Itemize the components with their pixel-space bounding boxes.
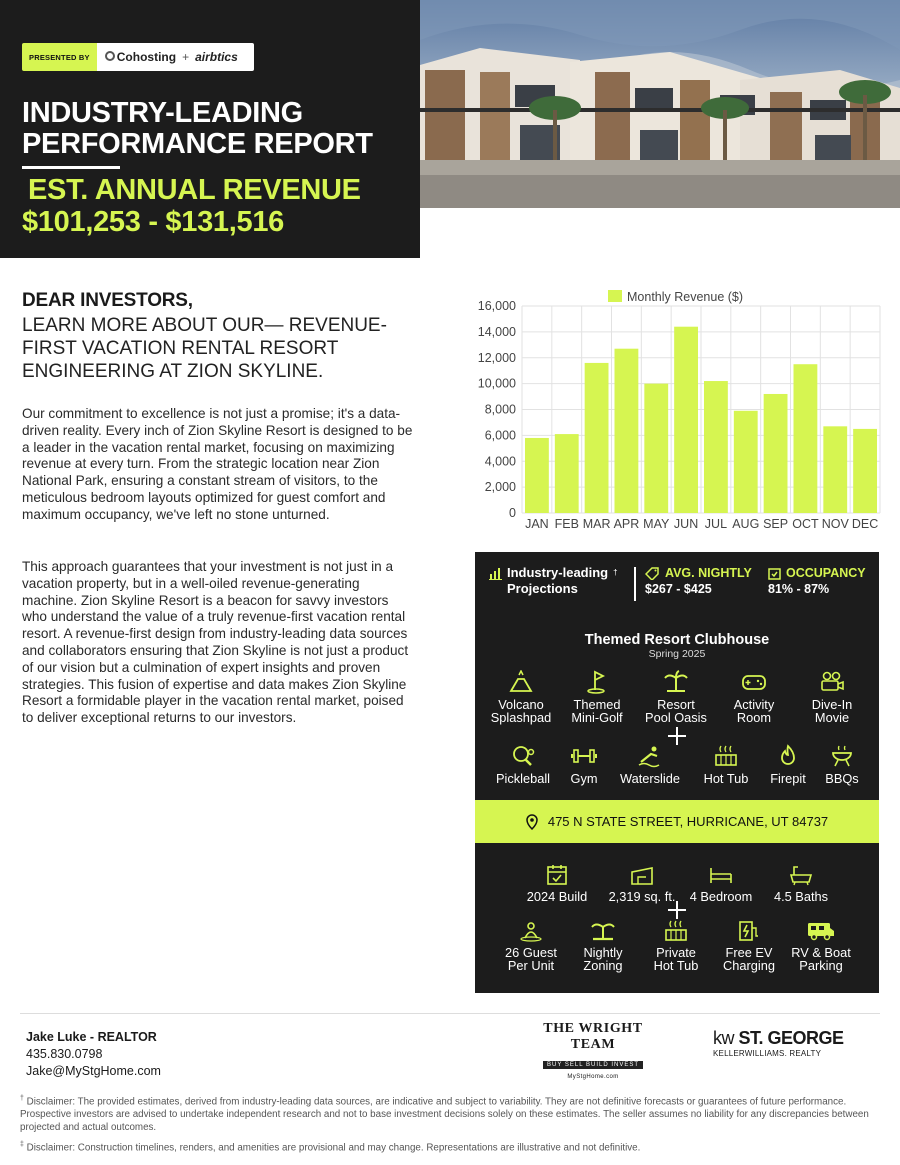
- feature-build-year: [519, 864, 595, 903]
- disclaimer-construction: [20, 1138, 882, 1154]
- floorplan-icon: [630, 864, 654, 886]
- sponsor-logos: [97, 43, 254, 71]
- presented-by-label: PRESENTED BY: [22, 43, 97, 71]
- slide-swimmer-icon: [637, 744, 663, 768]
- legend-swatch: [608, 290, 622, 302]
- intro-headline: LEARN MORE ABOUT OUR— REVENUE-FIRST VACATION RENTAL RESORT ENGINEERING AT ZION SKYLINE.: [22, 315, 387, 382]
- team-site: MyStgHome.com: [567, 1074, 619, 1080]
- x-tick-label: APR: [613, 517, 640, 531]
- volcano-icon: [508, 670, 534, 694]
- plus-icon: [668, 727, 686, 745]
- amenity-label-1: Dive-In: [811, 697, 853, 712]
- amenity-label-2: Movie: [814, 710, 850, 725]
- y-tick-label: 10,000: [477, 376, 516, 391]
- feature-label-1: 26 Guest: [505, 945, 557, 960]
- intro-paragraph-1: Our commitment to excellence is not just a promise; it's a data-driven reality. Every inch of Zion Skyline Resort is designed to be a leader in the vacation rental market, focusing on maximizing revenue at every turn. From the strategic location near Zion National Park, ensuring a constant stream of visitors, to the meticulous bedroom layouts optimized for guest comfort and maximum occupancy, we've left no stone unturned.: [22, 406, 413, 522]
- amenity-label-1: Hot Tub: [703, 771, 749, 786]
- y-tick-label: 12,000: [477, 350, 516, 365]
- bar-may: [644, 384, 668, 513]
- title-line-2: PERFORMANCE REPORT: [22, 128, 373, 160]
- bar-apr: [615, 349, 639, 513]
- y-tick-label: 16,000: [477, 299, 516, 313]
- y-tick-label: 6,000: [484, 428, 516, 443]
- amenity-pool-oasis: [638, 670, 714, 724]
- feature-label-2: Charging: [723, 958, 775, 973]
- projections-title: [489, 565, 618, 581]
- pickleball-icon: [510, 744, 536, 768]
- revenue-estimate: [22, 174, 361, 238]
- bar-oct: [794, 364, 818, 513]
- kw-brand: [713, 1028, 844, 1049]
- amenity-label-1: Volcano: [498, 697, 544, 712]
- map-pin-icon: [526, 814, 538, 830]
- agent-name: Jake Luke - REALTOR: [26, 1030, 157, 1044]
- amenity-waterslide: [612, 744, 688, 785]
- wright-team-logo: [520, 1021, 666, 1080]
- feature-zoning: [565, 920, 641, 972]
- keller-williams-logo: [713, 1028, 844, 1058]
- report-title: [22, 98, 373, 160]
- amenity-label-1: Resort: [657, 697, 695, 712]
- hot-tub-icon: [713, 744, 739, 768]
- stats-divider: [634, 567, 636, 601]
- feature-label-1: 2,319 sq. ft.: [608, 889, 676, 904]
- projections-line-1: Industry-leading: [507, 565, 609, 580]
- monthly-revenue-chart: [470, 284, 890, 540]
- palm-tree-icon: [663, 670, 689, 694]
- avg-nightly-label-wrap: [645, 565, 752, 581]
- calendar-check-icon: [546, 864, 568, 886]
- amenity-bbqs: [804, 744, 880, 785]
- feature-label-1: 4 Bedroom: [689, 889, 753, 904]
- bar-jul: [704, 381, 728, 513]
- gamepad-icon: [741, 670, 767, 694]
- projections-stat: [489, 565, 618, 597]
- header-panel: [0, 0, 420, 258]
- feature-label-2: Parking: [799, 958, 843, 973]
- disclaimer-1-text: Disclaimer: The provided estimates, derived from industry-leading data sources, are indicative and subject to variability. They are not definitive forecasts or guarantees of future performance. Prospective investors are advised to undertake independent research and not to base investment decisions solely on these estimates. The seller assumes no liability for any discrepancies between projected and actual outcomes.: [20, 1096, 869, 1134]
- bar-chart-icon: [489, 567, 502, 580]
- feature-guests: [493, 920, 569, 972]
- bar-aug: [734, 411, 758, 513]
- island-palm-icon: [590, 920, 616, 942]
- amenity-label-1: Waterslide: [620, 771, 680, 786]
- amenity-label-1: BBQs: [825, 771, 859, 786]
- bed-icon: [709, 864, 733, 886]
- feature-label-1: Free EV: [725, 945, 773, 960]
- bar-feb: [555, 434, 579, 513]
- rv-icon: [806, 920, 836, 942]
- grill-icon: [829, 744, 855, 768]
- address-bar: [475, 800, 879, 843]
- cohosting-logo: [105, 50, 176, 64]
- bar-jun: [674, 327, 698, 513]
- x-tick-label: DEC: [851, 517, 879, 531]
- occupancy-label: OCCUPANCY: [786, 566, 866, 580]
- amenity-label-2: Splashpad: [490, 710, 552, 725]
- avg-nightly-value: $267 - $425: [645, 582, 712, 596]
- price-tag-icon: [645, 567, 660, 580]
- amenity-label-1: Themed: [573, 697, 621, 712]
- projections-line-2: Projections: [507, 581, 578, 596]
- greeting-heading: DEAR INVESTORS,: [22, 290, 193, 311]
- amenity-label-1: Gym: [570, 771, 598, 786]
- feature-label-1: Private: [656, 945, 696, 960]
- calendar-icon: [768, 567, 781, 580]
- plus-icon: [668, 901, 686, 919]
- amenity-volcano-splashpad: [483, 670, 559, 724]
- x-tick-label: AUG: [732, 517, 760, 531]
- agent-contact: [26, 1029, 161, 1080]
- legend-label: Monthly Revenue ($): [627, 290, 744, 304]
- bar-nov: [823, 426, 847, 513]
- ev-charger-icon: [736, 920, 762, 942]
- disclaimer-1-mark: †: [20, 1095, 24, 1102]
- resort-rendering-image: [420, 0, 900, 208]
- feature-label-2: Zoning: [583, 958, 623, 973]
- x-tick-label: MAR: [582, 517, 611, 531]
- feature-label-2: Per Unit: [507, 958, 555, 973]
- team-name: THE WRIGHT TEAM: [543, 1021, 643, 1052]
- amenity-label-1: Firepit: [770, 771, 806, 786]
- feature-ev-charging: [711, 920, 787, 972]
- feature-label-2: Hot Tub: [653, 958, 699, 973]
- clubhouse-subtitle: Spring 2025: [648, 648, 706, 660]
- disclaimer-projections: [20, 1092, 882, 1134]
- disclaimer-2-text: Disclaimer: Construction timelines, renders, and amenities are provisional and may change. Representations are illustrative and not definitive.: [26, 1142, 641, 1154]
- feature-label-1: RV & Boat: [791, 945, 851, 960]
- chart-svg: [470, 284, 890, 540]
- address-text: 475 N STATE STREET, HURRICANE, UT 84737: [547, 814, 829, 829]
- amenity-label-1: Activity: [733, 697, 775, 712]
- y-tick-label: 8,000: [484, 402, 516, 417]
- amenity-label-1: Pickleball: [495, 771, 551, 786]
- occupancy-value: 81% - 87%: [768, 582, 830, 596]
- feature-label-1: 2024 Build: [526, 889, 588, 904]
- title-line-1: INDUSTRY-LEADING: [22, 97, 303, 129]
- fire-icon: [775, 744, 801, 768]
- bar-dec: [853, 429, 877, 513]
- presented-by-banner: [22, 43, 254, 71]
- feature-private-hot-tub: [638, 920, 714, 972]
- feature-bedrooms: [683, 864, 759, 903]
- feature-label-1: Nightly: [583, 945, 623, 960]
- cohosting-name: Cohosting: [116, 50, 177, 64]
- bar-sep: [764, 394, 788, 513]
- kw-office: ST. GEORGE: [738, 1028, 844, 1048]
- hot-tub-icon: [663, 920, 689, 942]
- x-tick-label: JUN: [673, 517, 699, 531]
- kw-subtitle: KELLERWILLIAMS. REALTY: [713, 1049, 822, 1058]
- y-tick-label: 0: [509, 506, 516, 520]
- amenities-panel: [475, 552, 879, 993]
- x-tick-label: JUL: [704, 517, 728, 531]
- x-tick-label: FEB: [554, 517, 579, 531]
- disclaimer-2-mark: ‡: [20, 1141, 24, 1148]
- cohosting-icon: [105, 51, 115, 61]
- bathtub-icon: [789, 864, 813, 886]
- amenity-label-2: Pool Oasis: [645, 710, 707, 725]
- x-tick-label: NOV: [821, 517, 849, 531]
- guests-pin-icon: [518, 920, 544, 942]
- amenity-gym: [546, 744, 622, 785]
- kw-mark: kw: [713, 1028, 734, 1048]
- revenue-range: $101,253 - $131,516: [22, 206, 284, 238]
- golf-flag-icon: [584, 670, 610, 694]
- plus-separator: +: [182, 50, 190, 64]
- stats-row: [475, 552, 879, 602]
- feature-square-feet: [598, 864, 686, 903]
- x-tick-label: JAN: [525, 517, 549, 531]
- amenity-activity-room: [716, 670, 792, 724]
- agent-email[interactable]: Jake@MyStgHome.com: [26, 1064, 161, 1078]
- footer-divider: [20, 1013, 880, 1014]
- projections-dagger: †: [613, 568, 618, 577]
- dumbbell-icon: [571, 744, 597, 768]
- y-tick-label: 4,000: [484, 454, 516, 469]
- x-tick-label: OCT: [792, 517, 819, 531]
- team-tagline: BUY SELL BUILD INVEST: [543, 1061, 643, 1069]
- x-tick-label: MAY: [643, 517, 670, 531]
- x-tick-label: SEP: [763, 517, 789, 531]
- title-divider: [22, 166, 120, 169]
- amenity-dive-in-movie: [794, 670, 870, 724]
- agent-phone[interactable]: 435.830.0798: [26, 1047, 103, 1061]
- intro-paragraph-2: This approach guarantees that your investment is not just in a vacation property, but in a well-oiled revenue-generating machine. Zion Skyline Resort is a beacon for savvy investors who understand the value of a truly revenue-first vacation rental resort. A revenue-first design from industry-leading data sources and collaborators ensuring that Zion Skyline is not just a product of our vision but a culmination of expert insights and proven strategies. This fusion of expertise and data makes Zion Skyline Resort a formidable player in the vacation rental market, poised to deliver exceptional returns to our investors.: [22, 559, 409, 726]
- occupancy-label-wrap: [768, 565, 866, 581]
- feature-rv-boat-parking: [783, 920, 859, 972]
- clubhouse-title: Themed Resort Clubhouse: [584, 632, 770, 648]
- airbtics-logo: airbtics: [195, 50, 238, 64]
- occupancy-stat: [768, 565, 866, 597]
- y-tick-label: 2,000: [484, 480, 516, 495]
- amenity-label-2: Mini-Golf: [571, 710, 623, 725]
- amenity-mini-golf: [559, 670, 635, 724]
- feature-label-1: 4.5 Baths: [773, 889, 829, 904]
- avg-nightly-label: AVG. NIGHTLY: [665, 566, 752, 580]
- bar-mar: [585, 363, 609, 513]
- film-camera-icon: [819, 670, 845, 694]
- avg-nightly-stat: [645, 565, 752, 597]
- amenity-label-2: Room: [736, 710, 772, 725]
- y-tick-label: 14,000: [477, 324, 516, 339]
- bar-jan: [525, 438, 549, 513]
- revenue-label: EST. ANNUAL REVENUE: [28, 174, 361, 206]
- feature-baths: [763, 864, 839, 903]
